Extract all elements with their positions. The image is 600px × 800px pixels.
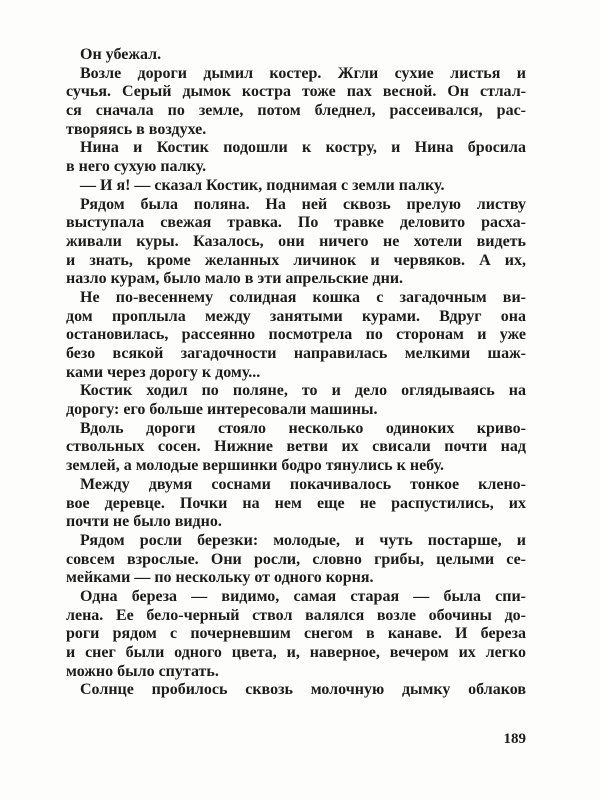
text-line: и снег были одного цвета, и, наверное, вечером их легко [66, 644, 526, 661]
text-line: Он убежал. [80, 46, 162, 63]
text-line: Рядом росли березки: молодые, и чуть постарше, и [80, 531, 526, 549]
text-line: Костик ходил по поляне, то и дело оглядываясь на [80, 382, 526, 400]
text-line: роги рядом с почерневшим снегом в канаве. И береза [66, 625, 526, 643]
text-line: Вдоль дороги стояло несколько одиноких криво- [80, 419, 526, 437]
text-line: живали куры. Казалось, они ничего не хотели видеть [66, 232, 526, 250]
text-line: — И я! — сказал Костик, поднимая с земли палку. [80, 176, 445, 194]
text-line: землей, а молодые вершинки бодро тянулись к небу. [66, 457, 444, 475]
text-line: мейками — по нескольку от одного корня. [66, 569, 374, 587]
paragraph [66, 681, 526, 700]
text-line: почти не было видно. [66, 513, 222, 531]
text-line: Не по-весеннему солидная кошка с загадочным ви- [80, 288, 526, 306]
text-line: Между двумя соснами покачивалось тонкое клено- [80, 475, 526, 493]
text-line: остановилась, рассеянно посмотрела по сторонам и уже [66, 326, 526, 344]
paragraph [66, 476, 526, 532]
text-line: в него сухую палку. [66, 158, 207, 176]
text-line: творяясь в воздухе. [66, 120, 207, 138]
text-line: безо всякой загадочности направилась мелкими шаж- [66, 345, 526, 362]
text-line: лена. Ее бело-черный ствол валялся возле обочины до- [66, 606, 526, 624]
text-line: можно было спутать. [66, 662, 219, 680]
text-line: и знать, кроме желанных личинок и червяков. А их, [66, 251, 526, 269]
paragraph [66, 420, 526, 476]
text-line: назло курам, было мало в эти апрельские дни. [66, 270, 404, 288]
paragraph [66, 139, 526, 176]
text-line: сучья. Серый дымок костра тоже пах весной. Он стлал- [66, 83, 526, 101]
paragraph [66, 196, 526, 289]
paragraph [66, 532, 526, 588]
text-line: ствольных сосен. Нижние ветви их свисали почти над [66, 438, 526, 456]
text-line: Рядом была поляна. На ней сквозь прелую листву [80, 195, 526, 213]
text-line: вое деревце. Почки на нем еще не распустились, их [66, 494, 526, 512]
paragraph [66, 65, 526, 140]
text-line: ками через дорогу к дому... [66, 363, 261, 381]
paragraph [66, 588, 526, 681]
text-line: Возле дороги дымил костер. Жгли сухие листья и [80, 64, 526, 82]
text-line: дорогу: его больше интересовали машины. [66, 401, 378, 419]
text-line: дом проплыла между занятыми курами. Вдруг она [66, 307, 526, 325]
text-line: Одна береза — видимо, самая старая — была спи- [80, 587, 526, 605]
book-page-text [66, 46, 526, 700]
paragraph [66, 382, 526, 419]
text-line: совсем взрослые. Они росли, словно грибы, целыми се- [66, 550, 526, 568]
text-line: Солнце пробилось сквозь молочную дымку облаков [80, 681, 526, 699]
text-line: выступала свежая травка. По травке деловито расха- [66, 214, 526, 232]
page-number: 189 [503, 731, 526, 747]
text-line: Нина и Костик подошли к костру, и Нина бросила [80, 139, 526, 157]
paragraph [66, 289, 526, 382]
paragraph [66, 177, 526, 196]
paragraph [66, 46, 526, 65]
text-line: ся сначала по земле, потом бледнел, рассеивался, рас- [66, 102, 526, 120]
